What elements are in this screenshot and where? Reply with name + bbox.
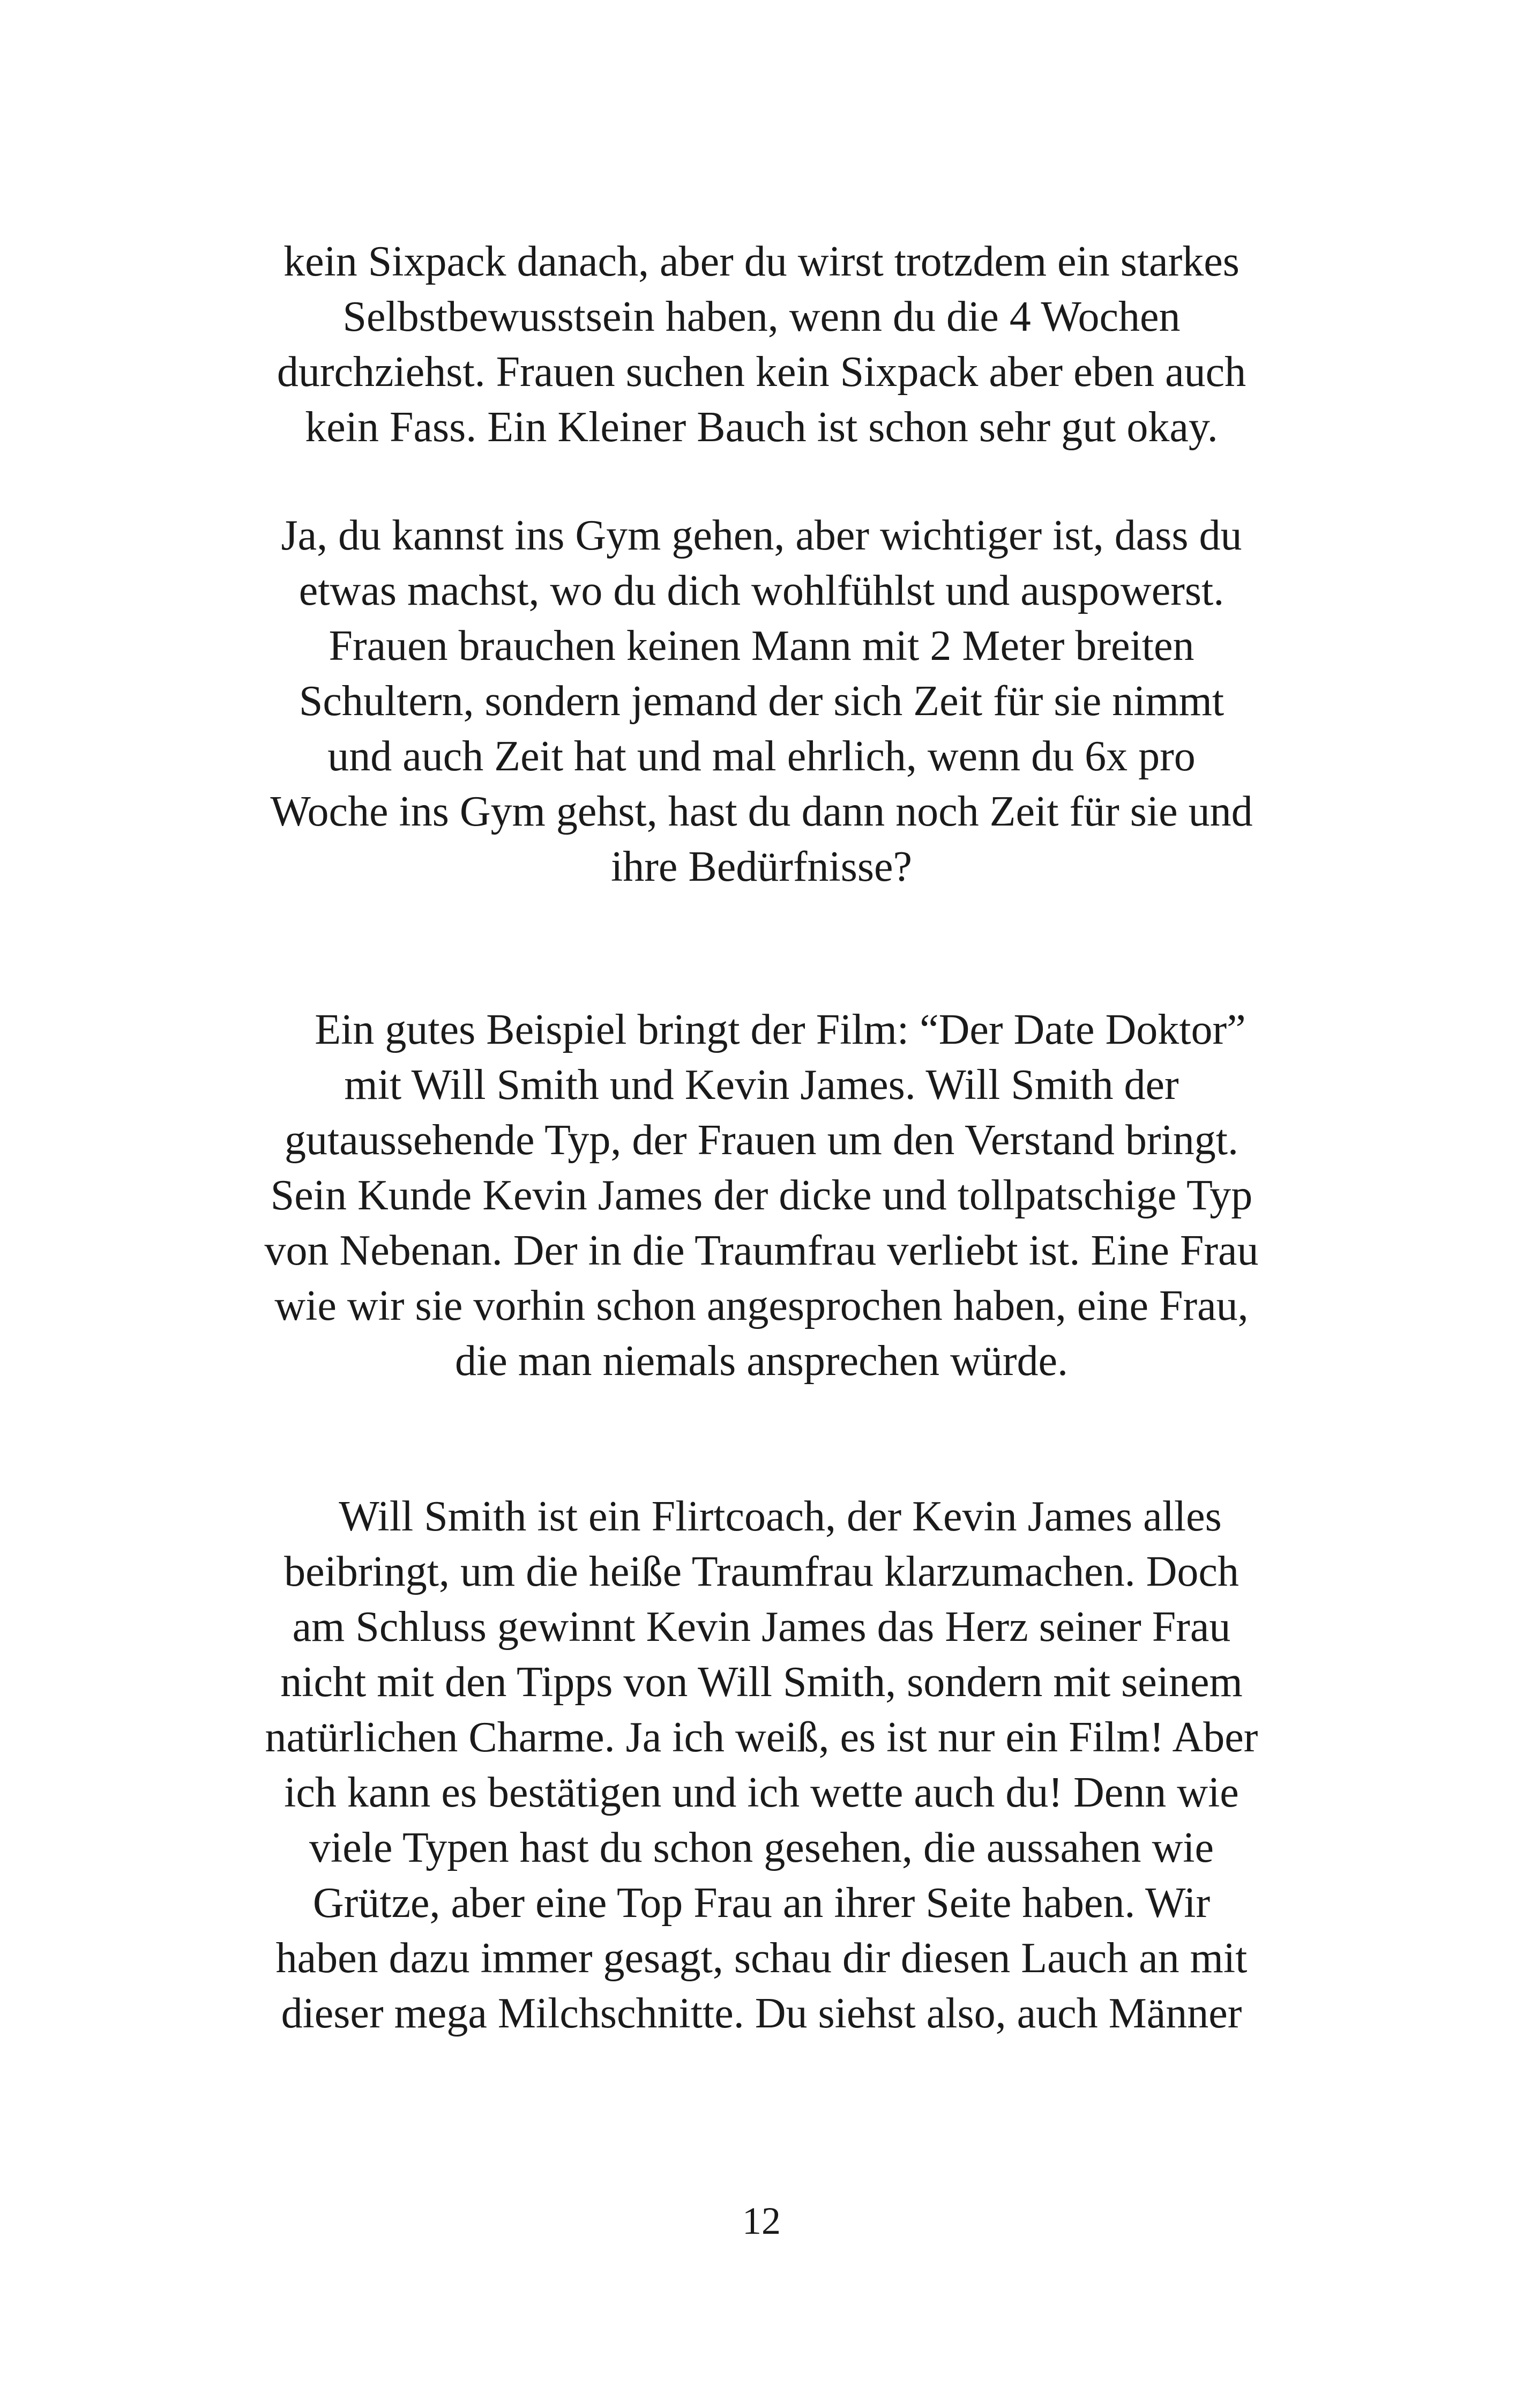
paragraph-4 bbox=[139, 1489, 1384, 2041]
text-line: gutaussehende Typ, der Frauen um den Verstand bringt. bbox=[285, 1117, 1238, 1164]
text-line: Grütze, aber eine Top Frau an ihrer Seite haben. Wir bbox=[312, 1879, 1211, 1927]
text-line: kein Fass. Ein Kleiner Bauch ist schon sehr gut okay. bbox=[305, 404, 1218, 451]
text-line: etwas machst, wo du dich wohlfühlst und auspowerst. bbox=[298, 567, 1225, 614]
text-line: kein Sixpack danach, aber du wirst trotzdem ein starkes bbox=[283, 238, 1240, 285]
text-line: Schultern, sondern jemand der sich Zeit für sie nimmt bbox=[298, 678, 1225, 725]
text-line: die man niemals ansprechen würde. bbox=[454, 1337, 1069, 1385]
text-line: natürlichen Charme. Ja ich weiß, es ist nur ein Film! Aber bbox=[265, 1714, 1258, 1761]
text-line: und auch Zeit hat und mal ehrlich, wenn du 6x pro bbox=[327, 733, 1196, 780]
text-line: Ein gutes Beispiel bringt der Film: “Der Date Doktor” bbox=[315, 1006, 1246, 1053]
text-line: Woche ins Gym gehst, hast du dann noch Zeit für sie und bbox=[270, 788, 1253, 835]
text-line: viele Typen hast du schon gesehen, die aussahen wie bbox=[309, 1824, 1214, 1871]
text-line: haben dazu immer gesagt, schau dir diesen Lauch an mit bbox=[275, 1935, 1248, 1982]
text-line: Frauen brauchen keinen Mann mit 2 Meter breiten bbox=[329, 622, 1194, 670]
text-line-first bbox=[139, 1002, 1384, 1058]
text-line: mit Will Smith und Kevin James. Will Smith der bbox=[344, 1061, 1179, 1109]
text-line: Ja, du kannst ins Gym gehen, aber wichtiger ist, dass du bbox=[281, 512, 1242, 559]
paragraph-3 bbox=[139, 1002, 1384, 1389]
text-line: wie wir sie vorhin schon angesprochen haben, eine Frau, bbox=[274, 1282, 1249, 1329]
text-line: am Schluss gewinnt Kevin James das Herz seiner Frau bbox=[292, 1603, 1231, 1651]
text-line: dieser mega Milchschnitte. Du siehst also, auch Männer bbox=[281, 1990, 1242, 2037]
text-line: von Nebenan. Der in die Traumfrau verliebt ist. Eine Frau bbox=[264, 1227, 1259, 1274]
text-line: durchziehst. Frauen suchen kein Sixpack aber eben auch bbox=[277, 348, 1246, 396]
paragraph-1 bbox=[139, 234, 1384, 455]
text-line: ihre Bedürfnisse? bbox=[610, 843, 913, 890]
text-line-first bbox=[139, 1489, 1384, 1544]
paragraph-2 bbox=[139, 508, 1384, 895]
text-line: Selbstbewusstsein haben, wenn du die 4 Wochen bbox=[342, 293, 1181, 340]
text-line: Will Smith ist ein Flirtcoach, der Kevin James alles bbox=[339, 1493, 1222, 1540]
page-number: 12 bbox=[742, 2199, 781, 2242]
text-line: ich kann es bestätigen und ich wette auch du! Denn wie bbox=[284, 1769, 1239, 1816]
text-line: beibringt, um die heiße Traumfrau klarzumachen. Doch bbox=[284, 1548, 1239, 1595]
text-line: nicht mit den Tipps von Will Smith, sondern mit seinem bbox=[280, 1659, 1243, 1706]
text-line: Sein Kunde Kevin James der dicke und tollpatschige Typ bbox=[270, 1172, 1253, 1219]
